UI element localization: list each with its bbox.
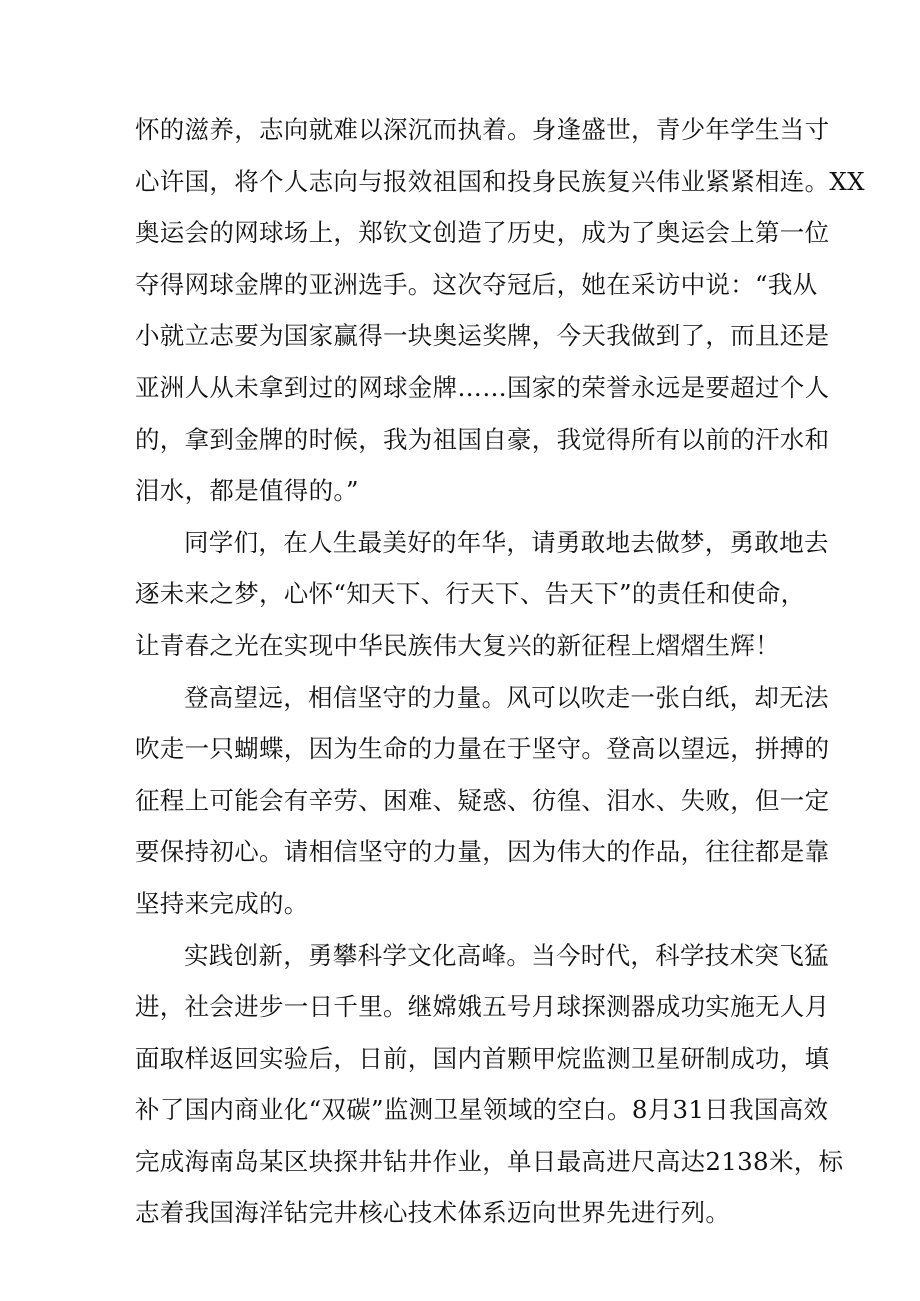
paragraph-1: [135, 104, 865, 517]
paragraph-4-line-2: 进，社会进步一日千里。继嫦娥五号月球探测器成功实施无人月: [135, 992, 830, 1022]
paragraph-2: [135, 517, 829, 672]
paragraph-3-line-1: 登高望远，相信坚守的力量。风可以吹走一张白纸，却无法: [184, 682, 829, 712]
paragraph-4-line-4: 补了国内商业化“双碳”监测卫星领域的空白。8月31日我国高效: [135, 1095, 829, 1125]
paragraph-4-line-5: 完成海南岛某区块探井钻井作业，单日最高进尺高达2138米，标: [135, 1146, 844, 1176]
paragraph-1-line-6: 亚洲人从未拿到过的网球金牌……国家的荣誉永远是要超过个人: [135, 372, 830, 402]
paragraph-2-line-3: 让青春之光在实现中华民族伟大复兴的新征程上熠熠生辉！: [135, 630, 780, 660]
paragraph-3-line-5: 坚持来完成的。: [135, 888, 309, 918]
paragraph-2-line-2: 逐未来之梦，心怀“知天下、行天下、告天下”的责任和使命，: [135, 579, 806, 609]
paragraph-1-line-1: 怀的滋养，志向就难以深沉而执着。身逢盛世，青少年学生当寸: [135, 115, 830, 144]
paragraph-2-line-1: 同学们，在人生最美好的年华，请勇敢地去做梦，勇敢地去: [184, 527, 829, 557]
paragraph-3: [135, 672, 830, 930]
document-body: [135, 104, 865, 1239]
paragraph-1-line-2: 心许国，将个人志向与报效祖国和投身民族复兴伟业紧紧相连。XX: [135, 166, 865, 196]
paragraph-3-line-2: 吹走一只蝴蝶，因为生命的力量在于坚守。登高以望远，拼搏的: [135, 734, 830, 764]
paragraph-4-line-6: 志着我国海洋钻完井核心技术体系迈向世界先进行列。: [135, 1198, 731, 1228]
paragraph-3-line-3: 征程上可能会有辛劳、困难、疑惑、彷徨、泪水、失败，但一定: [135, 785, 830, 815]
paragraph-1-line-5: 小就立志要为国家赢得一块奥运奖牌，今天我做到了，而且还是: [135, 321, 830, 351]
paragraph-1-line-4: 夺得网球金牌的亚洲选手。这次夺冠后，她在采访中说：“我从: [135, 269, 818, 299]
paragraph-1-line-7: 的，拿到金牌的时候，我为祖国自豪，我觉得所有以前的汗水和: [135, 424, 830, 454]
paragraph-4-line-3: 面取样返回实验后，日前，国内首颗甲烷监测卫星研制成功，填: [135, 1043, 830, 1073]
paragraph-1-line-3: 奥运会的网球场上，郑钦文创造了历史，成为了奥运会上第一位: [135, 218, 830, 248]
paragraph-3-line-4: 要保持初心。请相信坚守的力量，因为伟大的作品，往往都是靠: [135, 837, 830, 867]
paragraph-4: [135, 930, 844, 1240]
paragraph-4-line-1: 实践创新，勇攀科学文化高峰。当今时代，科学技术突飞猛: [184, 940, 829, 970]
paragraph-1-line-8: 泪水，都是值得的。”: [135, 476, 359, 506]
